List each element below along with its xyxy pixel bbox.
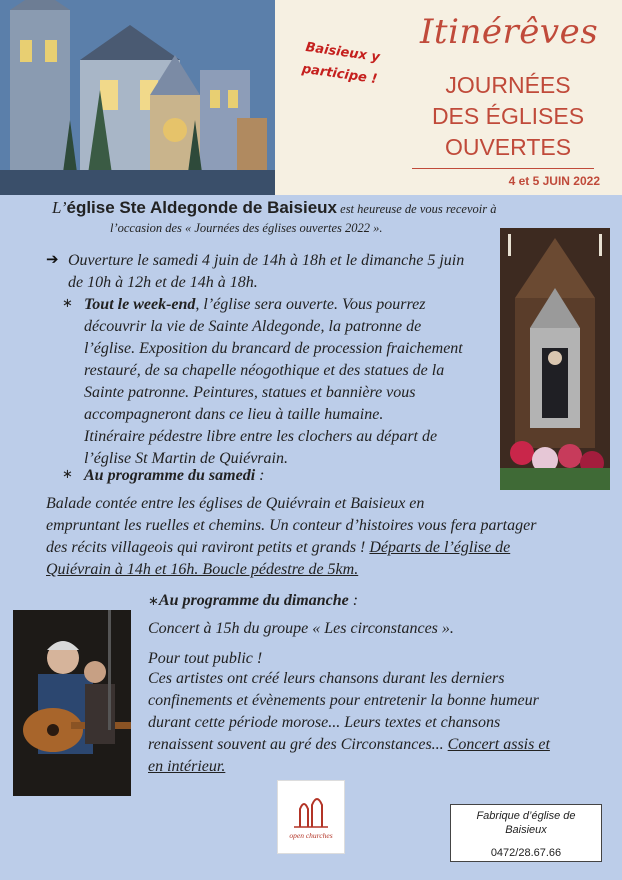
sunday-l4a: renaissent souvent au gré des Circonstances...: [148, 736, 448, 753]
sunday-line1: Ces artistes ont créé leurs chansons durant les derniers: [148, 670, 505, 687]
saturday-line3: [46, 537, 510, 559]
saturday-line2: empruntant les ruelles et chemins. Un conteur d’histoires vous fera partager: [46, 517, 537, 534]
title-line3: OUVERTES: [444, 134, 572, 160]
weekend-line6: accompagneront dans ce lieu à taille humaine.: [84, 406, 384, 423]
saturday-heading-suffix: :: [255, 467, 265, 484]
weekend-line2: découvrir la vie de Sainte Aldegonde, la patronne de: [84, 318, 422, 335]
contact-line2: Baisieux: [505, 824, 547, 836]
weekend-line1: [84, 294, 425, 316]
contact-box: [450, 804, 602, 862]
asterisk-bullet-icon: ∗: [62, 467, 73, 482]
event-dates: 4 et 5 JUIN 2022: [508, 174, 600, 188]
saturday-heading-text: Au programme du samedi: [84, 467, 256, 484]
sunday-heading: [148, 590, 358, 613]
header-banner: [0, 0, 622, 195]
sunday-concert: Concert à 15h du groupe « Les circonstances ».: [148, 620, 454, 637]
church-name: église Ste Aldegonde de Baisieux: [66, 198, 338, 217]
saturday-line4: Quiévrain à 14h et 16h. Boucle pédestre de 5km.: [46, 561, 359, 578]
saturday-heading: [84, 465, 264, 487]
intro-prefix: L’: [52, 198, 67, 217]
participe-line1: Baisieux y: [304, 39, 381, 66]
saturday-line1: Balade contée entre les églises de Quiévrain et Baisieux en: [46, 495, 425, 512]
asterisk-bullet-icon: ∗: [148, 594, 159, 609]
saturday-l3b: Départs de l’église de: [369, 539, 511, 556]
saint-chapel-photo: [500, 228, 610, 490]
logo-text: open churches: [289, 831, 333, 840]
sunday-line4: [148, 734, 550, 756]
sunday-line5: en intérieur.: [148, 758, 226, 775]
church-heading: [52, 198, 337, 217]
title-divider: [412, 168, 594, 169]
intro-line1: est heureuse de vous recevoir à: [337, 202, 497, 216]
saturday-l3a: des récits villageois qui raviront petits et grands !: [46, 539, 370, 556]
title-line1: JOURNÉES: [445, 72, 571, 98]
church-illustration: [0, 0, 275, 195]
weekend-line5: Sainte patronne. Peintures, statues et bannière vous: [84, 384, 416, 401]
musicians-photo: [13, 610, 131, 796]
event-title: [408, 70, 608, 163]
weekend-bold: Tout le week-end: [84, 296, 196, 313]
participe-line2: participe !: [300, 61, 379, 88]
contact-phone: 0472/28.67.66: [490, 847, 562, 859]
weekend-line3: l’église. Exposition du brancard de procession fraichement: [84, 340, 463, 357]
weekend-line7: Itinéraire pédestre libre entre les clochers au départ de: [84, 428, 438, 445]
participation-stamp: [283, 35, 398, 94]
title-line2: DES ÉGLISES: [431, 103, 585, 129]
asterisk-bullet-icon: ∗: [62, 296, 73, 311]
sunday-line2: confinements et évènements pour entretenir la bonne humeur: [148, 692, 539, 709]
contact-org: [451, 809, 601, 837]
sunday-l4b: Concert assis et: [447, 736, 550, 753]
sunday-heading-suffix: :: [348, 592, 359, 609]
arrow-right-icon: ➔: [46, 250, 59, 268]
opening-line2: de 10h à 12h et de 14h à 18h.: [68, 274, 258, 291]
brand-logo-text: Itinérêves: [420, 12, 599, 52]
sunday-public: Pour tout public !: [148, 650, 263, 667]
sunday-heading-text: Au programme du dimanche: [158, 592, 349, 609]
weekend-line8: l’église St Martin de Quiévrain.: [84, 450, 288, 467]
sunday-line3: durant cette période morose... Leurs textes et chansons: [148, 714, 501, 731]
weekend-line4: restauré, de sa chapelle néogothique et des statues de la: [84, 362, 445, 379]
open-churches-logo: [277, 780, 345, 854]
contact-line1: Fabrique d’église de: [476, 810, 576, 822]
opening-line1: Ouverture le samedi 4 juin de 14h à 18h et le dimanche 5 juin: [68, 252, 465, 269]
intro-line2: l’occasion des « Journées des églises ouvertes 2022 ».: [110, 221, 383, 235]
weekend-l1-rest: , l’église sera ouverte. Vous pourrez: [195, 296, 426, 313]
